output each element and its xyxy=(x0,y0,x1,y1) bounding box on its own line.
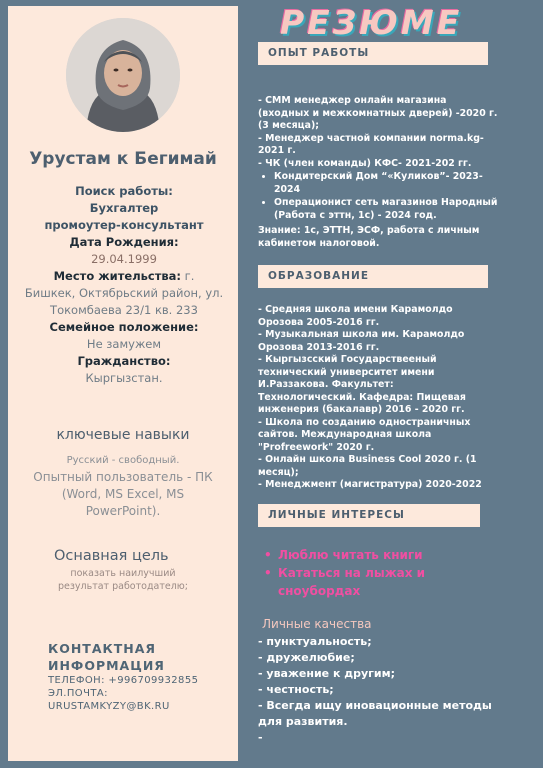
citizenship-label: Гражданство: xyxy=(77,354,171,368)
education-item: - Школа по созданию одностраничных сайтов. Международная школа "Profreework" 2020 г. xyxy=(258,416,471,453)
skills-list xyxy=(28,452,218,520)
education-item: - Музыкальная школа им. Карамолдо Орозова 2013-2016 гг. xyxy=(258,329,465,353)
contact-email-label: ЭЛ.ПОЧТА: xyxy=(48,688,108,699)
work-bullet: • Операционист сеть магазинов Народный (Работа с эттн, 1с) - 2024 год. xyxy=(274,197,498,222)
work-bullets xyxy=(258,171,498,222)
residence-value: Бишкек, Октябрьский район, ул. Токомбаева 23/1 кв. 233 xyxy=(24,286,224,317)
interests-list xyxy=(262,546,482,600)
contact-email: URUSTAMKYZY@BK.RU xyxy=(48,701,170,712)
job-search-label: Поиск работы: xyxy=(75,184,173,198)
job-line-2: промоутер-консультант xyxy=(44,218,204,232)
quality-item: - Всегда ищу иновационные методы для развития. xyxy=(258,699,492,728)
quality-item: - честность; xyxy=(258,683,334,696)
quality-item: - уважение к другим; xyxy=(258,667,396,680)
goal-text: показать наилучший результат работодателю; xyxy=(57,568,189,592)
work-section-header: ОПЫТ РАБОТЫ xyxy=(258,42,488,65)
family-label: Семейное положение: xyxy=(49,320,199,334)
citizenship-value: Кыргызстан. xyxy=(85,371,163,385)
education-section-header: ОБРАЗОВАНИЕ xyxy=(258,265,488,288)
work-item: - Менеджер частной компании norma.kg- 2021 г. xyxy=(258,132,484,156)
work-experience xyxy=(258,95,498,250)
personal-info xyxy=(24,183,224,387)
goal-title: Оснавная цель xyxy=(54,548,169,564)
quality-item: - пунктуальность; xyxy=(258,635,372,648)
education-list xyxy=(258,304,493,492)
job-line-1: Бухгалтер xyxy=(89,201,159,215)
work-bullet: • Кондитерский Дом “«Куликов”- 2023-2024 xyxy=(274,171,498,196)
education-item: - Онлайн школа Business Cool 2020 г. (1 месяц); xyxy=(258,454,477,478)
profile-photo xyxy=(66,18,180,132)
qualities-list xyxy=(258,634,498,746)
left-panel xyxy=(8,6,238,761)
contact-phone: ТЕЛЕФОН: +996709932855 xyxy=(48,675,199,686)
quality-item: - дружелюбие; xyxy=(258,651,355,664)
interest-item: • Люблю читать книги xyxy=(262,546,482,564)
work-item: - СММ менеджер онлайн магазина (входных и межкомнатных дверей) -2020 г. (3 месяца); xyxy=(258,95,498,131)
interests-section-header: ЛИЧНЫЕ ИНТЕРЕСЫ xyxy=(258,504,480,527)
skill-pc: Опытный пользователь - ПК (Word, MS Excel, MS PowerPoint). xyxy=(33,470,213,518)
candidate-name: Урустам к Бегимай xyxy=(29,149,217,169)
work-item: - ЧК (член команды) КФС- 2021-202 гг. xyxy=(258,157,472,169)
education-item: - Менеджмент (магистратура) 2020-2022 xyxy=(258,479,482,490)
work-knowledge: Знание: 1с, ЭТТН, ЭСФ, работа с личным кабинетом налоговой. xyxy=(258,225,480,249)
education-item: - Кыргызсский Государствееный технический университет имени И.Раззакова. Факультет: Технологический. Кафедра: Пищевая инженерия (бакалавр) 2016 - 2020 гг. xyxy=(258,354,466,415)
skills-title: ключевые навыки xyxy=(56,427,190,443)
family-value: Не замужем xyxy=(86,337,162,351)
residence-label: Место жительства: xyxy=(53,269,182,283)
education-item: - Средняя школа имени Карамолдо Орозова 2005-2016 гг. xyxy=(258,304,453,328)
interest-item: • Кататься на лыжах и сноубордах xyxy=(262,564,482,600)
contact-title: КОНТАКТНАЯ ИНФОРМАЦИЯ xyxy=(48,641,165,673)
dob-value: 29.04.1999 xyxy=(91,252,157,266)
qualities-title: Личные качества xyxy=(262,617,372,631)
dob-label: Дата Рождения: xyxy=(69,235,179,249)
skill-language: Русский - свободный. xyxy=(66,455,180,466)
residence-city: г. xyxy=(181,269,195,283)
quality-item: - xyxy=(258,731,263,744)
avatar xyxy=(66,18,180,132)
contact-info xyxy=(48,674,238,713)
page-title: РЕЗЮМЕ xyxy=(280,3,463,42)
